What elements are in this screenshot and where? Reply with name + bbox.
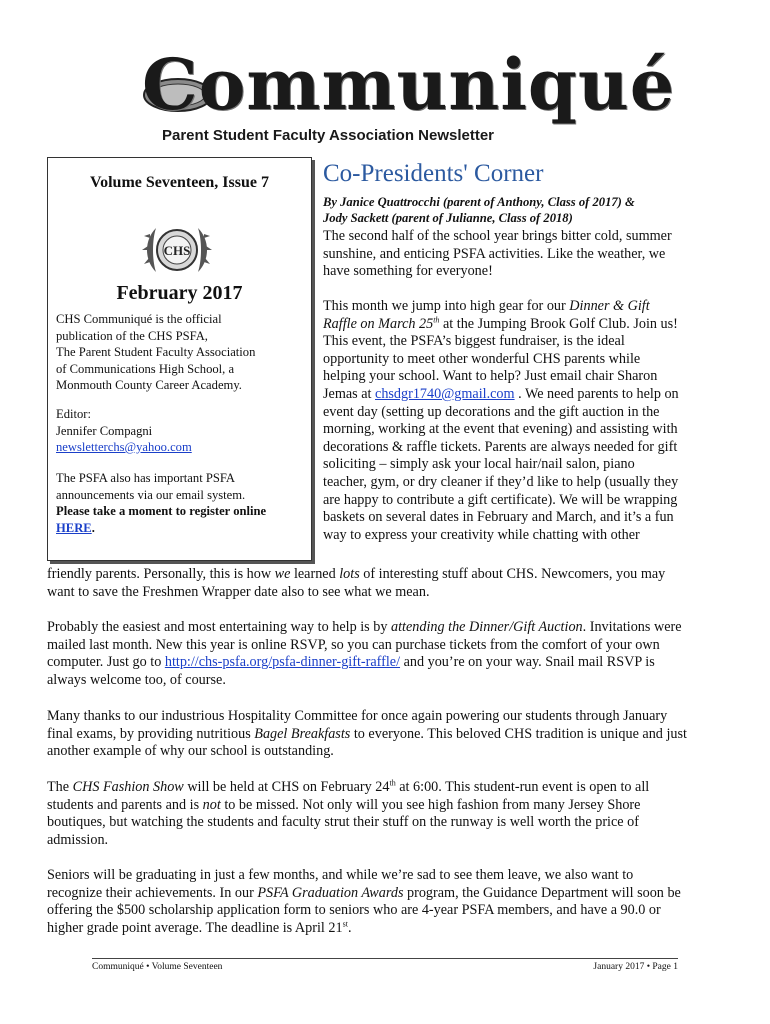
ordinal-suffix: th <box>389 778 396 788</box>
about-text <box>56 311 301 394</box>
register-end: . <box>91 520 95 535</box>
ordinal-suffix: st <box>342 919 348 929</box>
raffle-email-link[interactable]: chsdgr1740@gmail.com <box>375 385 515 402</box>
footer-right: January 2017 • Page 1 <box>593 962 678 972</box>
masthead-subtitle: Parent Student Faculty Association Newsletter <box>162 127 495 144</box>
masthead-title: Communiqué <box>142 43 676 126</box>
auction-paragraph <box>47 619 687 689</box>
text-span: at the Jumping Brook Golf Club. Join us! This event, the PSFA’s biggest fundraiser, is the ideal opportunity to meet other wonderful CHS parents while helping your school. Want to help? Just email chair Sharon Jemas at <box>323 315 678 402</box>
about-line: CHS Communiqué is the official <box>56 312 222 326</box>
text-span: at 6:00. This student-run event is open to all students and parents and is <box>47 779 650 813</box>
intro-paragraph: The second half of the school year brings bitter cold, summer sunshine, and enticing PSFA activities. Like the weather, we have something for everyone! <box>323 228 672 280</box>
text-span: program, the Guidance Department will soon be offering the $500 scholarship application form to seniors who are 4-year PSFA members, and have a 90.0 or higher grade point average. The deadline is April 21 <box>47 884 681 936</box>
about-line: Monmouth County Career Academy. <box>56 378 242 392</box>
text-span: and you’re on your way. Snail mail RSVP is always welcome too, of course. <box>47 654 655 688</box>
editor-block <box>56 406 301 456</box>
chs-seal-icon <box>142 222 212 278</box>
editor-name: Jennifer Compagni <box>56 423 153 438</box>
text-span: The <box>47 779 73 795</box>
announce-line: The PSFA also has important PSFA <box>56 471 236 485</box>
emphasis: attending the Dinner/Gift Auction <box>390 619 583 635</box>
byline-line: By Janice Quattrocchi (parent of Anthony, Class of 2017) & <box>323 195 635 209</box>
text-span: Probably the easiest and most entertaining way to help is by <box>47 619 391 635</box>
text-span: . We need parents to help on event day (setting up decorations and the gift auction in the morning, working at the event that evening) and assisting with decorations & raffle tickets. Parents are always needed for gift soliciting – simply ask your local hair/nail salon, piano teacher, gym, or dry cleaner if they’d like to help (usually they are happy to contribute a gift certificate). We will be wrapping baskets on several dates in February and March, and it’s a fun way to express your creativity while chatting with other <box>323 385 679 543</box>
footer-left: Communiqué • Volume Seventeen <box>92 962 223 972</box>
text-span: will be held at CHS on February 24 <box>183 779 390 795</box>
text-span: friendly parents. Personally, this is how <box>47 566 275 582</box>
graduation-awards-paragraph <box>47 867 687 937</box>
byline-line: Jody Sackett (parent of Julianne, Class of 2018) <box>323 211 573 225</box>
masthead <box>136 43 676 152</box>
editor-email-link[interactable]: newsletterchs@yahoo.com <box>56 440 192 454</box>
text-span: to everyone. This beloved CHS tradition is unique and just another example of why our school is outstanding. <box>47 725 687 760</box>
about-line: The Parent Student Faculty Association <box>56 345 256 359</box>
emphasis: PSFA Graduation Awards <box>257 884 404 901</box>
emphasis: Bagel Breakfasts <box>254 725 351 742</box>
announce-line: announcements via our email system. <box>56 487 246 502</box>
text-span: of interesting stuff about CHS. Newcomers, you may want to save the Freshmen Wrapper date also to see what we mean. <box>47 566 666 600</box>
text-span: This month we jump into high gear for our <box>323 298 570 314</box>
emphasis: lots <box>339 566 360 582</box>
article-byline <box>323 194 683 226</box>
emphasis: we <box>274 566 291 582</box>
text-span: . <box>347 919 352 936</box>
seal-text: CHS <box>163 243 191 258</box>
article-title: Co-Presidents' Corner <box>323 160 544 187</box>
event-name: Dinner & Gift Raffle on March 25 <box>323 298 650 332</box>
emphasis: CHS Fashion Show <box>72 779 184 795</box>
text-span: Seniors will be graduating in just a few months, and while we’re sad to see them leave, we also want to recognize their achievements. In our <box>47 867 634 901</box>
dinner-raffle-continued <box>47 566 687 601</box>
about-line: of Communications High School, a <box>56 361 235 376</box>
register-here-link[interactable]: HERE <box>56 520 92 535</box>
hospitality-paragraph <box>47 708 687 761</box>
ordinal-suffix: th <box>433 314 440 324</box>
issue-info-box <box>47 157 312 561</box>
rsvp-link[interactable]: http://chs-psfa.org/psfa-dinner-gift-raffle/ <box>164 654 401 671</box>
page-footer <box>92 958 678 972</box>
register-line: Please take a moment to register online <box>56 504 267 518</box>
issue-month: February 2017 <box>116 282 243 304</box>
text-span: learned <box>290 566 340 582</box>
text-span: to be missed. Not only will you see high fashion from many Jersey Shore boutiques, but watching the students and faculty strut their stuff on the runway is well worth the price of admission. <box>47 796 641 848</box>
volume-issue: Volume Seventeen, Issue 7 <box>90 174 269 191</box>
fashion-show-paragraph <box>47 779 687 849</box>
editor-label: Editor: <box>56 407 91 421</box>
dinner-raffle-paragraph <box>323 298 681 544</box>
text-span: . Invitations were mailed last month. New this year is online RSVP, so you can purchase tickets from the comfort of your own computer. Just go to <box>47 619 682 671</box>
emphasis: not <box>202 796 221 813</box>
announcement-block <box>56 470 301 536</box>
text-span: Many thanks to our industrious Hospitality Committee for once again powering our students through January final exams, by providing nutritious <box>47 708 668 742</box>
about-line: publication of the CHS PSFA, <box>56 328 208 343</box>
